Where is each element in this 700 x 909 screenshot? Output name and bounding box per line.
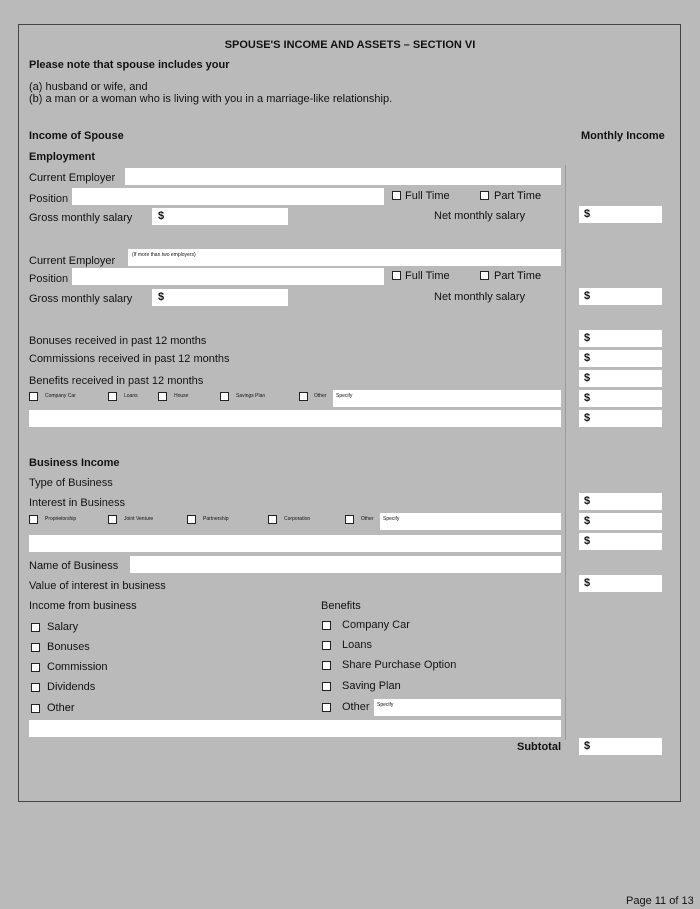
section-title: SPOUSE'S INCOME AND ASSETS – SECTION VI [224,39,476,51]
benefit-house-label: House [174,393,189,399]
benefit-other-field-2[interactable]: $ [579,410,662,427]
net-salary-2-field[interactable]: $ [579,288,662,305]
position-2-label: Position [29,273,69,285]
benefit-specify-field-2[interactable] [29,410,561,427]
monthly-income-heading: Monthly Income [581,130,665,142]
part-time-label: Part Time [494,190,542,202]
benefits-loans-checkbox[interactable] [322,641,331,650]
benefit-loans-label: Loans [124,393,138,399]
benefit-other-label: Other [314,393,327,399]
benefits-saving-plan-label: Saving Plan [342,680,401,692]
gross-salary-label: Gross monthly salary [29,212,133,224]
position-field[interactable] [72,188,384,205]
note-heading: Please note that spouse includes your [29,59,230,71]
corporation-label: Corporation [284,516,311,522]
gross-salary-2-label: Gross monthly salary [29,293,133,305]
business-interest-label: Interest in Business [29,497,125,509]
benefit-other-checkbox[interactable] [299,392,308,401]
income-dividends-checkbox[interactable] [31,683,40,692]
interest-specify-field[interactable] [380,513,561,530]
position-2-field[interactable] [72,268,384,285]
income-bonuses-checkbox[interactable] [31,643,40,652]
joint-venture-label: Joint Venture [124,516,154,522]
benefits-other-label: Other [342,701,370,713]
position-label: Position [29,193,69,205]
note-item-a: (a) husband or wife, and [29,81,148,93]
benefit-house-checkbox[interactable] [158,392,167,401]
proprietorship-checkbox[interactable] [29,515,38,524]
current-employer-2-field[interactable] [128,249,561,266]
income-other-checkbox[interactable] [31,704,40,713]
benefits-other-checkbox[interactable] [322,703,331,712]
net-salary-2-label: Net monthly salary [434,291,526,303]
income-from-business-label: Income from business [29,600,137,612]
benefit-savings-plan-label: Savings Plan [236,393,266,399]
benefits-saving-plan-checkbox[interactable] [322,682,331,691]
specify-label: Specify [336,393,353,399]
joint-venture-checkbox[interactable] [108,515,117,524]
business-value-field[interactable]: $ [579,575,662,592]
income-other-label: Other [47,702,75,714]
part-time-checkbox[interactable] [480,191,489,200]
interest-other-checkbox[interactable] [345,515,354,524]
income-commission-checkbox[interactable] [31,663,40,672]
benefits-share-purchase-checkbox[interactable] [322,661,331,670]
note-item-b: (b) a man or a woman who is living with you in a marriage-like relationship. [29,93,393,105]
business-notes-field[interactable] [29,720,561,737]
business-heading: Business Income [29,457,120,469]
business-interest-field-1[interactable]: $ [579,493,662,510]
corporation-checkbox[interactable] [268,515,277,524]
part-time-2-label: Part Time [494,270,542,282]
benefits-loans-label: Loans [342,639,372,651]
benefit-loans-checkbox[interactable] [108,392,117,401]
full-time-label: Full Time [405,190,450,202]
net-salary-label: Net monthly salary [434,210,526,222]
specify-label: Specify [377,702,394,708]
bonuses-label: Bonuses received in past 12 months [29,335,207,347]
business-name-label: Name of Business [29,560,119,572]
benefits-label: Benefits received in past 12 months [29,375,204,387]
bonuses-field[interactable]: $ [579,330,662,347]
full-time-2-checkbox[interactable] [392,271,401,280]
net-salary-field[interactable]: $ [579,206,662,223]
business-value-label: Value of interest in business [29,580,166,592]
current-employer-2-label: Current Employer [29,255,116,267]
income-heading: Income of Spouse [29,130,124,142]
interest-specify-field-2[interactable] [29,535,561,552]
interest-other-label: Other [361,516,374,522]
benefits-share-purchase-label: Share Purchase Option [342,659,457,671]
more-than-two-note: (If more than two employers) [132,252,196,258]
benefit-company-car-label: Company Car [45,393,76,399]
income-commission-label: Commission [47,661,108,673]
column-divider [565,165,566,740]
page-number: Page 11 of 13 [626,895,694,907]
gross-salary-2-field[interactable] [152,289,288,306]
benefits-company-car-label: Company Car [342,619,410,631]
business-type-label: Type of Business [29,477,113,489]
benefit-other-field[interactable]: $ [579,390,662,407]
subtotal-field[interactable]: $ [579,738,662,755]
partnership-label: Partnership [203,516,229,522]
benefits-column-label: Benefits [321,600,361,612]
business-name-field[interactable] [130,556,561,573]
proprietorship-label: Proprietorship [45,516,77,522]
benefit-savings-plan-checkbox[interactable] [220,392,229,401]
dollar-sign: $ [158,210,165,222]
benefits-company-car-checkbox[interactable] [322,621,331,630]
current-employer-field[interactable] [125,168,561,185]
full-time-2-label: Full Time [405,270,450,282]
part-time-2-checkbox[interactable] [480,271,489,280]
benefit-company-car-checkbox[interactable] [29,392,38,401]
benefits-field[interactable]: $ [579,370,662,387]
partnership-checkbox[interactable] [187,515,196,524]
income-salary-checkbox[interactable] [31,623,40,632]
business-interest-field-3[interactable]: $ [579,533,662,550]
current-employer-label: Current Employer [29,172,116,184]
specify-label: Specify [383,516,400,522]
subtotal-label: Subtotal [517,741,561,753]
income-dividends-label: Dividends [47,681,96,693]
commissions-label: Commissions received in past 12 months [29,353,230,365]
full-time-checkbox[interactable] [392,191,401,200]
gross-salary-field[interactable] [152,208,288,225]
benefits-specify-field[interactable] [374,699,561,716]
employment-heading: Employment [29,151,96,163]
commissions-field[interactable]: $ [579,350,662,367]
dollar-sign: $ [158,291,165,303]
income-salary-label: Salary [47,621,79,633]
benefit-specify-field[interactable] [333,390,561,407]
business-interest-field-2[interactable]: $ [579,513,662,530]
income-bonuses-label: Bonuses [47,641,90,653]
